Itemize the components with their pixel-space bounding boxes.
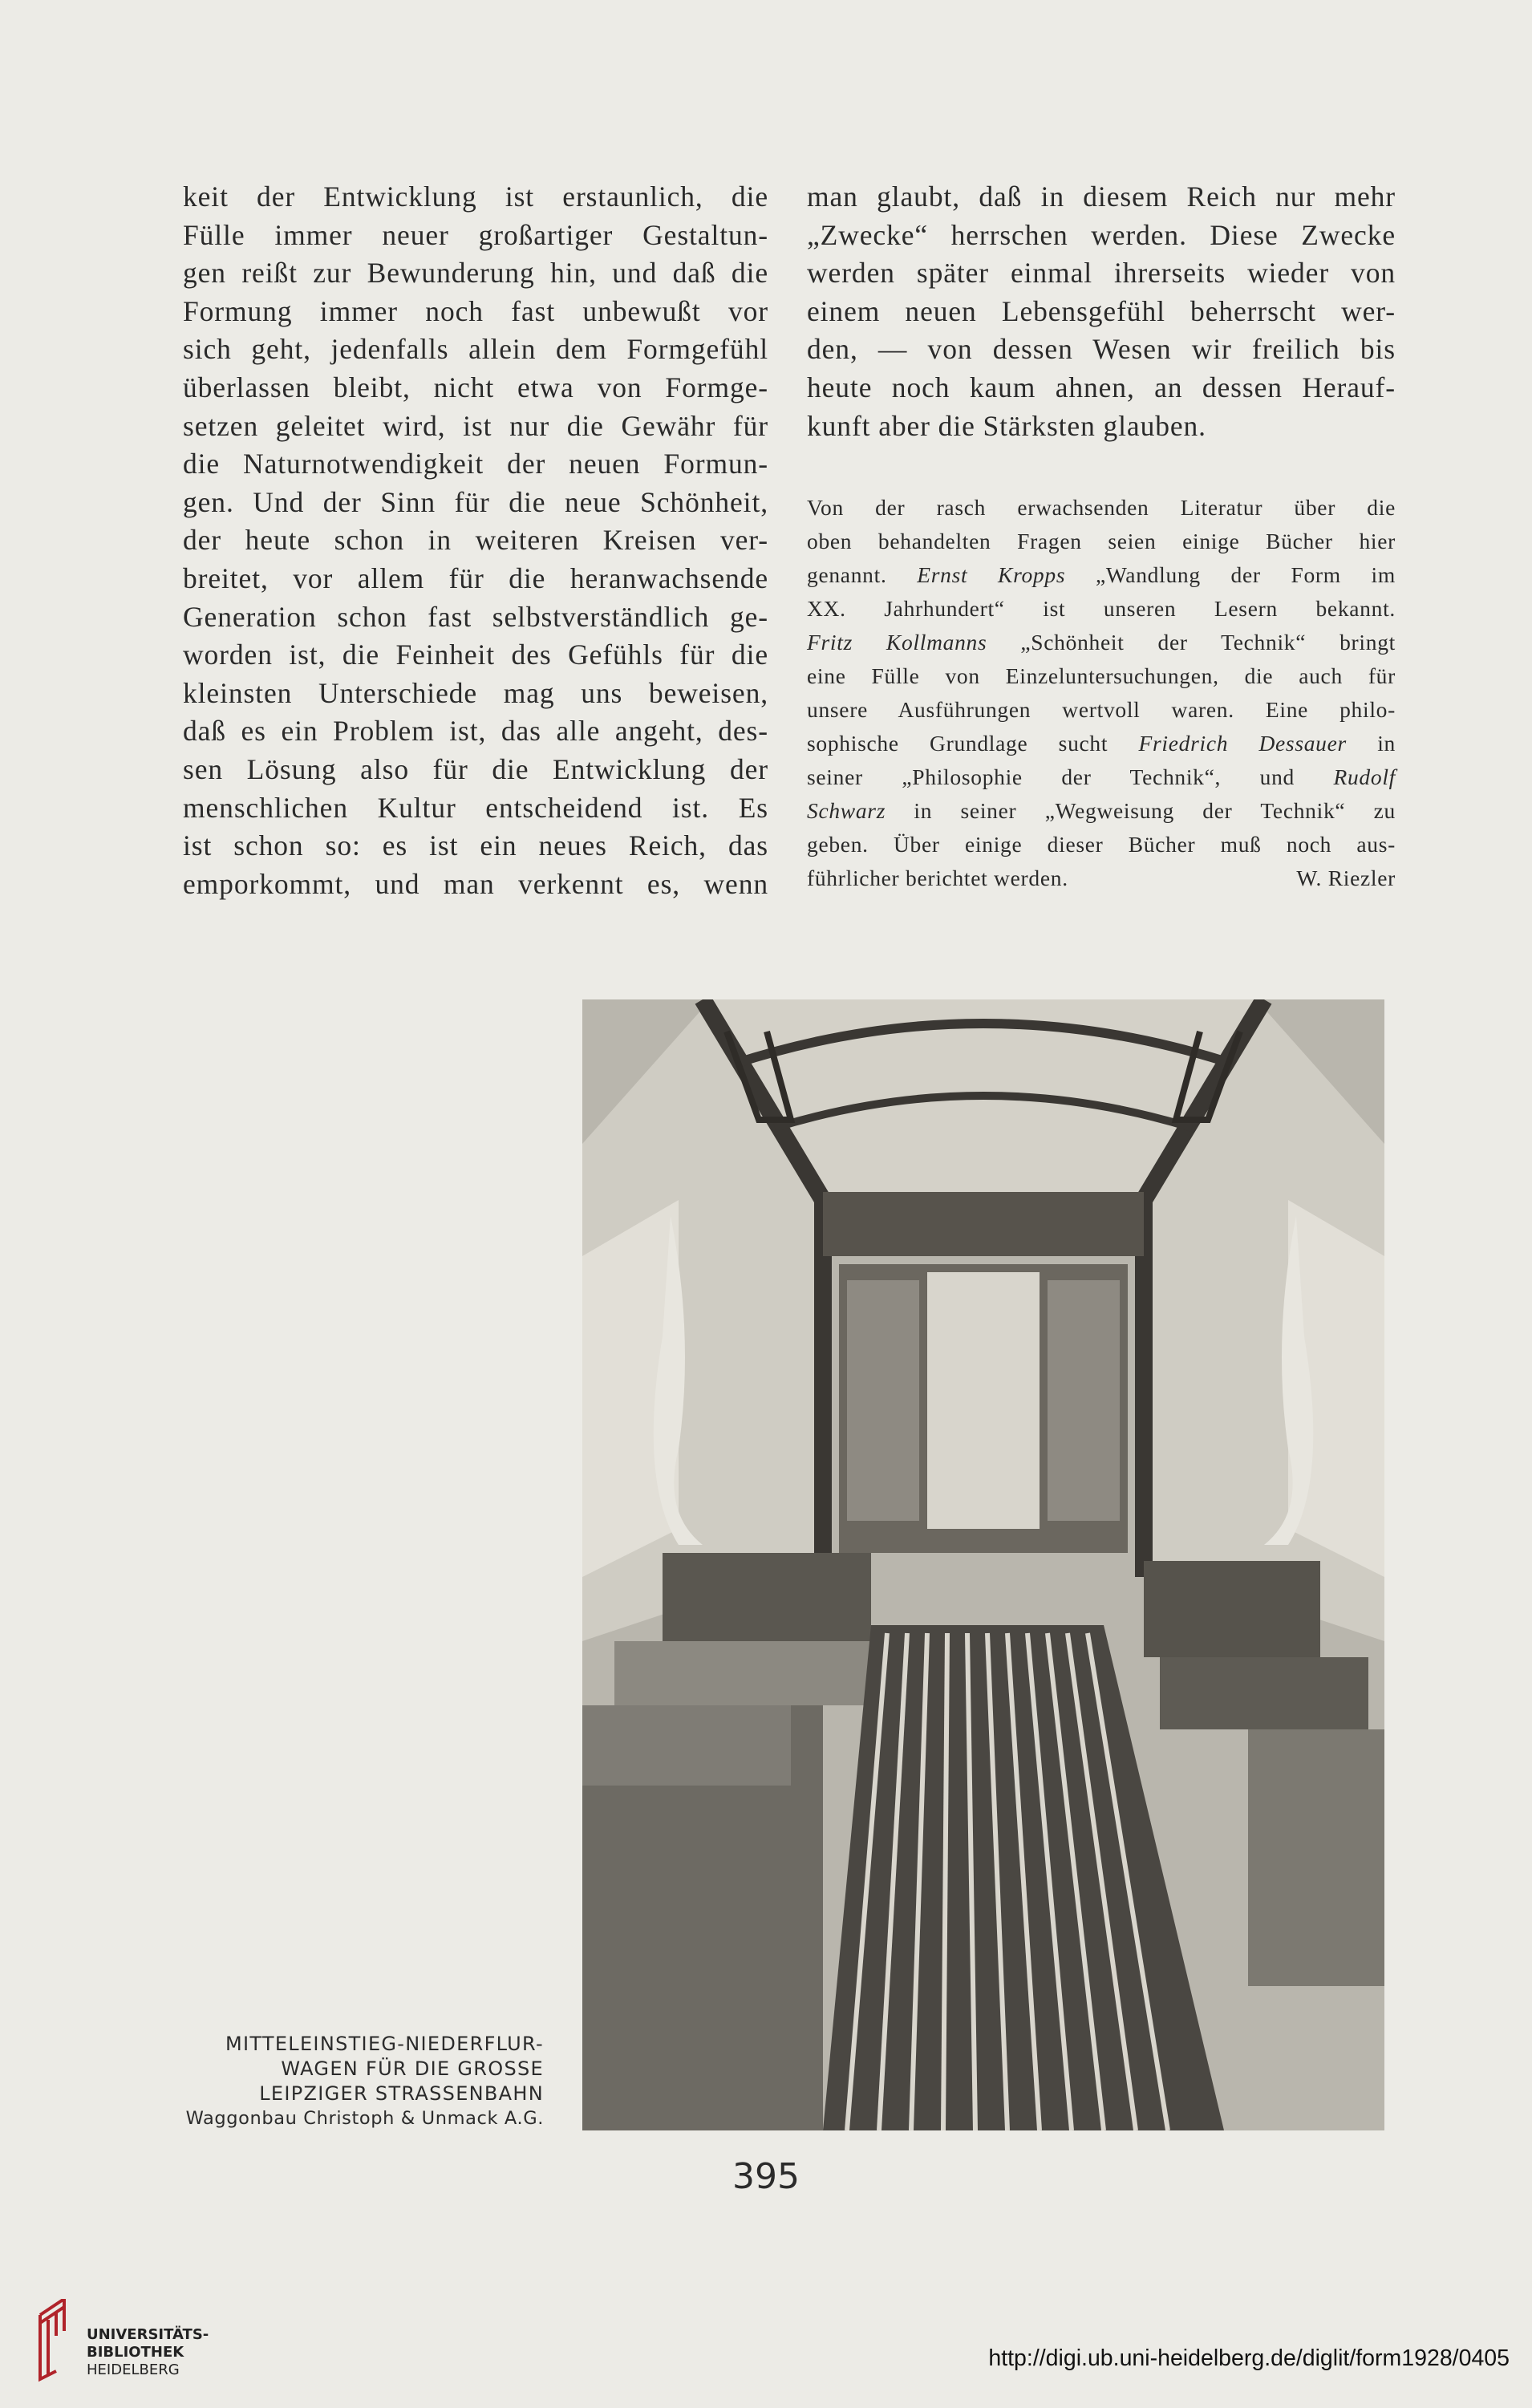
author-name: Schwarz	[807, 798, 886, 823]
text-line: setzen geleitet wird, ist nur die Gewähr für	[183, 409, 768, 442]
text-line: „Zwecke“ herrschen werden. Diese Zwecke	[807, 218, 1396, 251]
text-line: heute noch kaum ahnen, an dessen Herauf-	[807, 371, 1396, 403]
text-line: daß es ein Problem ist, das alle angeht, des-	[183, 715, 768, 748]
text-line: gen reißt zur Bewunderung hin, und daß die	[183, 257, 768, 290]
text-line: werden später einmal ihrerseits wieder von	[807, 257, 1396, 290]
photo-caption	[168, 2032, 544, 2131]
text-line: gen. Und der Sinn für die neue Schönheit,	[183, 485, 768, 518]
note-line: XX. Jahrhundert“ ist unseren Lesern bekannt.	[807, 596, 1396, 621]
text-line: kunft aber die Stärksten glauben.	[807, 409, 1206, 442]
note-line: genannt. Ernst Kropps „Wandlung der Form im	[807, 562, 1396, 587]
text-line: worden ist, die Feinheit des Gefühls für die	[183, 638, 768, 671]
text-line: Fülle immer neuer großartiger Gestaltun-	[183, 218, 768, 251]
library-logo-icon	[32, 2299, 80, 2390]
caption-line: LEIPZIGER STRASSENBAHN	[259, 2082, 544, 2105]
text-line: der heute schon in weiteren Kreisen ver-	[183, 524, 768, 557]
text-line: einem neuen Lebensgefühl beherrscht wer-	[807, 294, 1396, 327]
text-line: ist schon so: es ist ein neues Reich, das	[183, 829, 768, 862]
note-line: Von der rasch erwachsenden Literatur über die	[807, 495, 1396, 520]
left-text-column	[183, 178, 768, 903]
note-last-line	[807, 861, 1396, 895]
note-line: eine Fülle von Einzeluntersuchungen, die auch für	[807, 663, 1396, 688]
note-line: führlicher berichtet werden.	[807, 866, 1068, 890]
tram-interior-illustration	[582, 999, 1384, 2130]
author-name: Fritz Kollmanns	[807, 630, 987, 655]
tram-interior-photo	[582, 999, 1384, 2130]
text-line: menschlichen Kultur entscheidend ist. Es	[183, 791, 768, 824]
text-line: überlassen bleibt, nicht etwa von Formge-	[183, 371, 768, 403]
note-line: geben. Über einige dieser Bücher muß noch aus-	[807, 832, 1396, 857]
caption-line: WAGEN FÜR DIE GROSSE	[281, 2057, 544, 2080]
text-line: emporkommt, und man verkennt es, wenn	[183, 867, 768, 900]
text-line: Generation schon fast selbstverständlich ge-	[183, 600, 768, 633]
note-line: oben behandelten Fragen seien einige Bücher hier	[807, 529, 1396, 553]
author-name: Ernst Kropps	[917, 562, 1066, 587]
author-signature: W. Riezler	[1296, 866, 1396, 890]
library-name: UNIVERSITÄTS- BIBLIOTHEK HEIDELBERG	[87, 2326, 209, 2378]
text-line: die Naturnotwendigkeit der neuen Formun-	[183, 448, 768, 480]
text-line: man glaubt, daß in diesem Reich nur mehr	[807, 180, 1396, 213]
caption-credit: Waggonbau Christoph & Unmack A.G.	[185, 2108, 544, 2129]
text-line: den, — von dessen Wesen wir freilich bis	[807, 333, 1396, 366]
text-line: sich geht, jedenfalls allein dem Formgefühl	[183, 333, 768, 366]
literature-note	[807, 491, 1396, 895]
digital-library-url[interactable]: http://digi.ub.uni-heidelberg.de/diglit/form1928/0405	[988, 2345, 1510, 2371]
note-line: unsere Ausführungen wertvoll waren. Eine philo-	[807, 697, 1396, 722]
right-text-column	[807, 178, 1396, 445]
text-line: Formung immer noch fast unbewußt vor	[183, 294, 768, 327]
author-name: Rudolf	[1333, 764, 1396, 789]
page-number: 395	[732, 2156, 800, 2197]
note-line: sophische Grundlage sucht Friedrich Dessauer in	[807, 731, 1396, 756]
author-name: Friedrich Dessauer	[1138, 731, 1347, 756]
note-line: Schwarz in seiner „Wegweisung der Technik“ zu	[807, 798, 1396, 823]
text-line: kleinsten Unterschiede mag uns beweisen,	[183, 676, 768, 709]
note-line: Fritz Kollmanns „Schönheit der Technik“ bringt	[807, 630, 1396, 655]
text-line: keit der Entwicklung ist erstaunlich, die	[183, 180, 768, 213]
caption-line: MITTELEINSTIEG-NIEDERFLUR-	[225, 2033, 544, 2055]
text-line: sen Lösung also für die Entwicklung der	[183, 752, 768, 785]
note-line: seiner „Philosophie der Technik“, und Rudolf	[807, 764, 1396, 789]
text-line: breitet, vor allem für die heranwachsende	[183, 561, 768, 594]
